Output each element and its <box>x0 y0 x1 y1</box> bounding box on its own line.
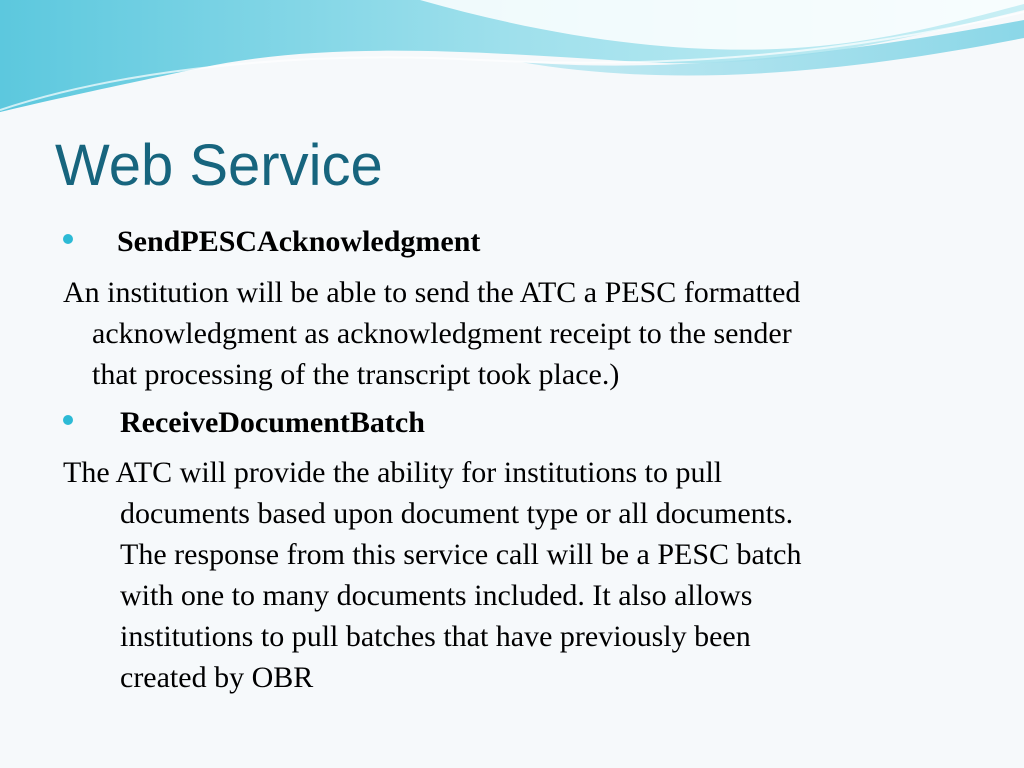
description-receive-document-batch <box>63 452 802 698</box>
description-line: The ATC will provide the ability for institutions to pull <box>63 456 723 489</box>
description-line: acknowledgment as acknowledgment receipt to the sender <box>92 317 792 350</box>
description-line: An institution will be able to send the ATC a PESC formatted <box>63 276 801 309</box>
bullet-dot-icon <box>63 415 73 425</box>
description-line: institutions to pull batches that have previously been <box>120 620 751 653</box>
description-line: documents based upon document type or all documents. <box>120 497 794 530</box>
bullet-dot-icon <box>63 234 73 244</box>
header-wave-decoration <box>0 0 1024 130</box>
description-line: with one to many documents included. It also allows <box>120 579 753 612</box>
bullet-heading: ReceiveDocumentBatch <box>120 406 425 439</box>
description-send-acknowledgment <box>63 272 800 395</box>
description-line: that processing of the transcript took place.) <box>92 358 620 391</box>
bullet-heading: SendPESCAcknowledgment <box>117 225 481 258</box>
description-line: created by OBR <box>120 661 314 694</box>
description-line: The response from this service call will be a PESC batch <box>120 538 802 571</box>
slide-title: Web Service <box>55 133 383 198</box>
